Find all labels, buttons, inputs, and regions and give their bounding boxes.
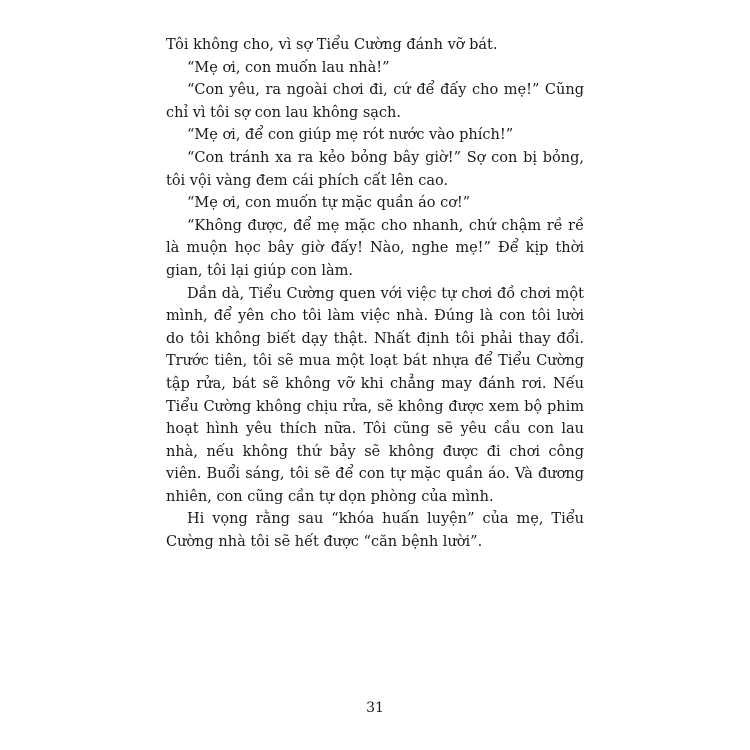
paragraph: “Con yêu, ra ngoài chơi đi, cứ để đấy cho mẹ!” Cũng chỉ vì tôi sợ con lau không sạch. xyxy=(166,82,584,121)
paragraph: Dần dà, Tiểu Cường quen với việc tự chơi đồ chơi một mình, để yên cho tôi làm việc nhà. Đúng là con tôi lười do tôi không biết dạy thật. Nhất định tôi phải thay đổi. Trước tiên, tôi sẽ mua một loạt bát nhựa để Tiểu Cường tập rửa, bát sẽ không vỡ khi chẳng may đánh rơi. Nếu Tiểu Cường không chịu rửa, sẽ không được xem bộ phim hoạt hình yêu thích nữa. Tôi cũng sẽ yêu cầu con lau nhà, nếu không thứ bảy sẽ không được đi chơi công viên. Buổi sáng, tôi sẽ để con tự mặc quần áo. Và đương nhiên, con cũng cần tự dọn phòng của mình. xyxy=(166,285,584,505)
paragraph: “Mẹ ơi, để con giúp mẹ rót nước vào phích!” xyxy=(187,127,514,144)
body-text xyxy=(166,34,584,554)
paragraph: Hi vọng rằng sau “khóa huấn luyện” của mẹ, Tiểu Cường nhà tôi sẽ hết được “căn bệnh lười”. xyxy=(166,511,584,551)
paragraph: “Mẹ ơi, con muốn tự mặc quần áo cơ!” xyxy=(187,195,471,212)
paragraph: “Không được, để mẹ mặc cho nhanh, chứ chậm rề rề là muộn học bây giờ đấy! Nào, nghe mẹ!” Để kịp thời gian, tôi lại giúp con làm. xyxy=(166,217,584,279)
paragraph: “Mẹ ơi, con muốn lau nhà!” xyxy=(187,59,390,76)
page-number: 31 xyxy=(366,700,384,716)
paragraph: Tôi không cho, vì sợ Tiểu Cường đánh vỡ bát. xyxy=(166,37,498,53)
paragraph: “Con tránh xa ra kẻo bỏng bây giờ!” Sợ con bị bỏng, tôi vội vàng đem cái phích cất lên cao. xyxy=(166,149,584,189)
